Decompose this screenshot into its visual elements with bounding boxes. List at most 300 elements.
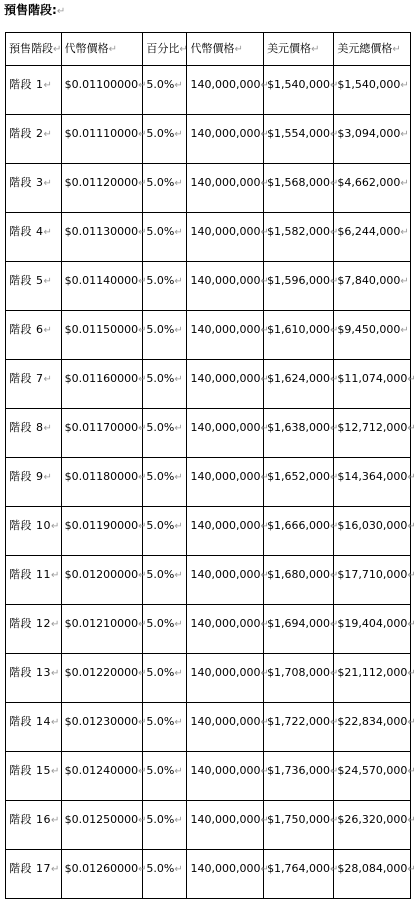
cell-usd-total-text: $6,244,000 bbox=[337, 225, 401, 238]
paragraph-mark-icon: ↵ bbox=[407, 570, 416, 581]
cell-stage-text: 階段 10 bbox=[9, 519, 51, 532]
cell-token-price bbox=[61, 115, 147, 164]
paragraph-mark-icon: ↵ bbox=[407, 717, 416, 728]
cell-percentage bbox=[143, 360, 187, 409]
cell-token-price bbox=[61, 66, 147, 115]
cell-usd-price bbox=[264, 213, 339, 262]
table-row bbox=[6, 262, 411, 311]
cell-usd-total-text: $26,320,000 bbox=[337, 813, 408, 826]
paragraph-mark-icon: ↵ bbox=[407, 864, 416, 875]
cell-token-amount bbox=[187, 262, 269, 311]
cell-usd-total-text: $21,112,000 bbox=[337, 666, 408, 679]
cell-stage bbox=[6, 262, 62, 311]
cell-percentage-text: 5.0% bbox=[146, 225, 175, 238]
cell-token-price-text: $0.01230000 bbox=[64, 715, 139, 728]
paragraph-mark-icon: ↵ bbox=[260, 472, 269, 483]
cell-stage-text: 階段 14 bbox=[9, 715, 51, 728]
cell-percentage bbox=[143, 164, 187, 213]
cell-usd-price bbox=[264, 556, 339, 605]
cell-usd-price-text: $1,582,000 bbox=[267, 225, 331, 238]
cell-stage bbox=[6, 752, 62, 801]
cell-percentage-text: 5.0% bbox=[146, 421, 175, 434]
cell-stage bbox=[6, 360, 62, 409]
cell-usd-price bbox=[264, 850, 339, 899]
cell-stage bbox=[6, 703, 62, 752]
cell-stage bbox=[6, 164, 62, 213]
cell-usd-price bbox=[264, 262, 339, 311]
paragraph-mark-icon: ↵ bbox=[260, 668, 269, 679]
paragraph-mark-icon: ↵ bbox=[330, 766, 339, 777]
cell-token-amount-text: 140,000,000 bbox=[190, 176, 261, 189]
cell-usd-price-text: $1,540,000 bbox=[267, 78, 331, 91]
table-header-row bbox=[6, 33, 411, 66]
paragraph-mark-icon: ↵ bbox=[330, 276, 339, 287]
cell-stage bbox=[6, 409, 62, 458]
cell-stage bbox=[6, 311, 62, 360]
cell-percentage bbox=[143, 752, 187, 801]
paragraph-mark-icon: ↵ bbox=[260, 619, 269, 630]
cell-usd-total bbox=[334, 605, 416, 654]
cell-token-price-text: $0.01190000 bbox=[64, 519, 139, 532]
header-usd-price-text: 美元價格 bbox=[267, 42, 312, 55]
paragraph-mark-icon: ↵ bbox=[53, 44, 62, 55]
cell-token-amount bbox=[187, 605, 269, 654]
paragraph-mark-icon: ↵ bbox=[407, 521, 416, 532]
cell-usd-total bbox=[334, 311, 411, 360]
paragraph-mark-icon: ↵ bbox=[51, 717, 60, 728]
cell-percentage-text: 5.0% bbox=[146, 715, 175, 728]
cell-percentage bbox=[143, 703, 187, 752]
cell-stage bbox=[6, 801, 62, 850]
cell-usd-price bbox=[264, 752, 339, 801]
cell-token-amount bbox=[187, 213, 269, 262]
cell-usd-total bbox=[334, 66, 411, 115]
paragraph-mark-icon: ↵ bbox=[51, 815, 60, 826]
cell-stage-text: 階段 1 bbox=[9, 78, 44, 91]
cell-stage-text: 階段 2 bbox=[9, 127, 44, 140]
paragraph-mark-icon: ↵ bbox=[43, 374, 53, 385]
cell-percentage bbox=[143, 66, 187, 115]
table-row bbox=[6, 801, 411, 850]
cell-usd-price bbox=[264, 801, 339, 850]
cell-usd-total bbox=[334, 213, 411, 262]
paragraph-mark-icon: ↵ bbox=[174, 815, 183, 826]
paragraph-mark-icon: ↵ bbox=[43, 276, 53, 287]
cell-stage-text: 階段 15 bbox=[9, 764, 51, 777]
cell-usd-total-text: $19,404,000 bbox=[337, 617, 408, 630]
paragraph-mark-icon: ↵ bbox=[138, 521, 147, 532]
cell-stage-text: 階段 6 bbox=[9, 323, 44, 336]
paragraph-mark-icon: ↵ bbox=[234, 44, 243, 55]
paragraph-mark-icon: ↵ bbox=[138, 80, 147, 91]
cell-percentage bbox=[143, 556, 187, 605]
paragraph-mark-icon: ↵ bbox=[330, 717, 339, 728]
paragraph-mark-icon: ↵ bbox=[138, 276, 147, 287]
cell-percentage bbox=[143, 458, 187, 507]
cell-usd-total-text: $7,840,000 bbox=[337, 274, 401, 287]
header-percentage-text: 百分比 bbox=[146, 42, 180, 55]
paragraph-mark-icon: ↵ bbox=[43, 472, 53, 483]
cell-percentage bbox=[143, 605, 187, 654]
cell-token-amount-text: 140,000,000 bbox=[190, 372, 261, 385]
cell-percentage-text: 5.0% bbox=[146, 519, 175, 532]
paragraph-mark-icon: ↵ bbox=[138, 178, 147, 189]
paragraph-mark-icon: ↵ bbox=[138, 325, 147, 336]
cell-token-price-text: $0.01200000 bbox=[64, 568, 139, 581]
paragraph-mark-icon: ↵ bbox=[174, 717, 183, 728]
table-row bbox=[6, 850, 411, 899]
paragraph-mark-icon: ↵ bbox=[138, 570, 147, 581]
cell-stage-text: 階段 7 bbox=[9, 372, 44, 385]
paragraph-mark-icon: ↵ bbox=[407, 374, 416, 385]
paragraph-mark-icon: ↵ bbox=[260, 521, 269, 532]
presale-stages-table bbox=[5, 32, 416, 899]
cell-token-amount bbox=[187, 458, 269, 507]
cell-token-amount bbox=[187, 556, 269, 605]
cell-stage bbox=[6, 213, 62, 262]
cell-stage bbox=[6, 458, 62, 507]
table-row bbox=[6, 556, 411, 605]
cell-token-price bbox=[61, 556, 147, 605]
paragraph-mark-icon: ↵ bbox=[400, 129, 409, 140]
cell-stage bbox=[6, 66, 62, 115]
cell-token-amount-text: 140,000,000 bbox=[190, 715, 261, 728]
cell-usd-total bbox=[334, 507, 416, 556]
paragraph-mark-icon: ↵ bbox=[174, 472, 183, 483]
cell-token-amount-text: 140,000,000 bbox=[190, 421, 261, 434]
paragraph-mark-icon: ↵ bbox=[260, 276, 269, 287]
cell-stage bbox=[6, 605, 62, 654]
paragraph-mark-icon: ↵ bbox=[400, 80, 409, 91]
paragraph-mark-icon: ↵ bbox=[43, 129, 53, 140]
cell-usd-total bbox=[334, 262, 411, 311]
paragraph-mark-icon: ↵ bbox=[260, 423, 269, 434]
paragraph-mark-icon: ↵ bbox=[330, 423, 339, 434]
cell-usd-total bbox=[334, 752, 416, 801]
cell-usd-total-text: $22,834,000 bbox=[337, 715, 408, 728]
cell-percentage-text: 5.0% bbox=[146, 862, 175, 875]
cell-token-amount-text: 140,000,000 bbox=[190, 470, 261, 483]
paragraph-mark-icon: ↵ bbox=[138, 472, 147, 483]
cell-stage bbox=[6, 556, 62, 605]
paragraph-mark-icon: ↵ bbox=[138, 668, 147, 679]
table-row bbox=[6, 752, 411, 801]
cell-usd-price-text: $1,610,000 bbox=[267, 323, 331, 336]
paragraph-mark-icon: ↵ bbox=[400, 178, 409, 189]
paragraph-mark-icon: ↵ bbox=[51, 570, 60, 581]
cell-stage bbox=[6, 507, 62, 556]
cell-token-amount-text: 140,000,000 bbox=[190, 568, 261, 581]
paragraph-mark-icon: ↵ bbox=[174, 374, 183, 385]
cell-percentage-text: 5.0% bbox=[146, 176, 175, 189]
cell-usd-total bbox=[334, 360, 416, 409]
cell-percentage bbox=[143, 311, 187, 360]
cell-usd-total-text: $1,540,000 bbox=[337, 78, 401, 91]
cell-usd-price-text: $1,764,000 bbox=[267, 862, 331, 875]
cell-usd-total bbox=[334, 164, 411, 213]
cell-usd-total-text: $24,570,000 bbox=[337, 764, 408, 777]
cell-token-amount bbox=[187, 850, 269, 899]
paragraph-mark-icon: ↵ bbox=[330, 129, 339, 140]
cell-percentage-text: 5.0% bbox=[146, 568, 175, 581]
paragraph-mark-icon: ↵ bbox=[330, 472, 339, 483]
paragraph-mark-icon: ↵ bbox=[138, 619, 147, 630]
cell-usd-price-text: $1,638,000 bbox=[267, 421, 331, 434]
cell-percentage-text: 5.0% bbox=[146, 78, 175, 91]
cell-token-price-text: $0.01210000 bbox=[64, 617, 139, 630]
paragraph-mark-icon: ↵ bbox=[174, 325, 183, 336]
paragraph-mark-icon: ↵ bbox=[51, 619, 60, 630]
cell-token-amount-text: 140,000,000 bbox=[190, 225, 261, 238]
cell-usd-price bbox=[264, 360, 339, 409]
cell-token-amount bbox=[187, 409, 269, 458]
paragraph-mark-icon: ↵ bbox=[174, 521, 183, 532]
cell-percentage-text: 5.0% bbox=[146, 127, 175, 140]
cell-token-amount-text: 140,000,000 bbox=[190, 274, 261, 287]
cell-stage-text: 階段 9 bbox=[9, 470, 44, 483]
paragraph-mark-icon: ↵ bbox=[260, 766, 269, 777]
paragraph-mark-icon: ↵ bbox=[174, 129, 183, 140]
header-token-amount bbox=[187, 33, 264, 66]
header-presale-stage bbox=[6, 33, 62, 66]
cell-token-price bbox=[61, 801, 147, 850]
cell-usd-price-text: $1,652,000 bbox=[267, 470, 331, 483]
paragraph-mark-icon: ↵ bbox=[311, 44, 320, 55]
paragraph-mark-icon: ↵ bbox=[330, 815, 339, 826]
cell-percentage bbox=[143, 213, 187, 262]
paragraph-mark-icon: ↵ bbox=[43, 227, 53, 238]
cell-token-amount bbox=[187, 115, 269, 164]
table-row bbox=[6, 703, 411, 752]
header-usd-total-text: 美元總價格 bbox=[337, 42, 393, 55]
paragraph-mark-icon: ↵ bbox=[43, 423, 53, 434]
header-percentage bbox=[143, 33, 187, 66]
cell-usd-price bbox=[264, 703, 339, 752]
cell-token-price bbox=[61, 164, 147, 213]
cell-token-price bbox=[61, 507, 147, 556]
paragraph-mark-icon: ↵ bbox=[407, 472, 416, 483]
paragraph-mark-icon: ↵ bbox=[138, 815, 147, 826]
table-row bbox=[6, 654, 411, 703]
cell-percentage-text: 5.0% bbox=[146, 813, 175, 826]
cell-token-price bbox=[61, 213, 147, 262]
paragraph-mark-icon: ↵ bbox=[51, 521, 60, 532]
cell-stage bbox=[6, 654, 62, 703]
cell-percentage-text: 5.0% bbox=[146, 372, 175, 385]
cell-usd-total bbox=[334, 409, 416, 458]
cell-token-price bbox=[61, 850, 147, 899]
cell-usd-price-text: $1,694,000 bbox=[267, 617, 331, 630]
cell-usd-price bbox=[264, 311, 339, 360]
paragraph-mark-icon: ↵ bbox=[260, 129, 269, 140]
cell-usd-total-text: $14,364,000 bbox=[337, 470, 408, 483]
cell-percentage bbox=[143, 801, 187, 850]
paragraph-mark-icon: ↵ bbox=[174, 227, 183, 238]
cell-usd-total-text: $3,094,000 bbox=[337, 127, 401, 140]
cell-token-price-text: $0.01250000 bbox=[64, 813, 139, 826]
cell-usd-price bbox=[264, 458, 339, 507]
cell-percentage bbox=[143, 115, 187, 164]
cell-token-price-text: $0.01130000 bbox=[64, 225, 139, 238]
paragraph-mark-icon: ↵ bbox=[400, 276, 409, 287]
cell-percentage-text: 5.0% bbox=[146, 323, 175, 336]
cell-usd-total-text: $9,450,000 bbox=[337, 323, 401, 336]
cell-token-price bbox=[61, 605, 147, 654]
paragraph-mark-icon: ↵ bbox=[330, 521, 339, 532]
paragraph-mark-icon: ↵ bbox=[330, 668, 339, 679]
header-token-amount-text: 代幣價格 bbox=[190, 42, 235, 55]
cell-stage-text: 階段 3 bbox=[9, 176, 44, 189]
paragraph-mark-icon: ↵ bbox=[260, 374, 269, 385]
cell-percentage-text: 5.0% bbox=[146, 470, 175, 483]
paragraph-mark-icon: ↵ bbox=[43, 80, 53, 91]
paragraph-mark-icon: ↵ bbox=[174, 668, 183, 679]
cell-token-amount-text: 140,000,000 bbox=[190, 617, 261, 630]
cell-stage-text: 階段 13 bbox=[9, 666, 51, 679]
cell-token-amount bbox=[187, 360, 269, 409]
paragraph-mark-icon: ↵ bbox=[400, 227, 409, 238]
cell-token-price-text: $0.01150000 bbox=[64, 323, 139, 336]
paragraph-mark-icon: ↵ bbox=[174, 766, 183, 777]
cell-usd-price bbox=[264, 654, 339, 703]
cell-usd-total-text: $12,712,000 bbox=[337, 421, 408, 434]
cell-usd-price-text: $1,624,000 bbox=[267, 372, 331, 385]
cell-token-amount bbox=[187, 752, 269, 801]
paragraph-mark-icon: ↵ bbox=[330, 374, 339, 385]
paragraph-mark-icon: ↵ bbox=[51, 766, 60, 777]
cell-token-amount-text: 140,000,000 bbox=[190, 78, 261, 91]
paragraph-mark-icon: ↵ bbox=[407, 619, 416, 630]
cell-token-amount bbox=[187, 311, 269, 360]
paragraph-mark-icon: ↵ bbox=[138, 423, 147, 434]
paragraph-mark-icon: ↵ bbox=[260, 227, 269, 238]
cell-usd-price bbox=[264, 605, 339, 654]
cell-usd-total bbox=[334, 850, 416, 899]
cell-percentage-text: 5.0% bbox=[146, 666, 175, 679]
cell-usd-total-text: $11,074,000 bbox=[337, 372, 408, 385]
table-row bbox=[6, 164, 411, 213]
paragraph-mark-icon: ↵ bbox=[138, 227, 147, 238]
paragraph-mark-icon: ↵ bbox=[138, 766, 147, 777]
cell-percentage bbox=[143, 850, 187, 899]
cell-usd-price-text: $1,666,000 bbox=[267, 519, 331, 532]
paragraph-mark-icon: ↵ bbox=[174, 570, 183, 581]
paragraph-mark-icon: ↵ bbox=[56, 6, 66, 17]
cell-usd-total bbox=[334, 556, 416, 605]
cell-token-price bbox=[61, 654, 147, 703]
cell-token-amount-text: 140,000,000 bbox=[190, 764, 261, 777]
cell-stage-text: 階段 11 bbox=[9, 568, 51, 581]
header-presale-stage-text: 預售階段 bbox=[9, 42, 53, 55]
paragraph-mark-icon: ↵ bbox=[330, 80, 339, 91]
paragraph-mark-icon: ↵ bbox=[260, 570, 269, 581]
table-row bbox=[6, 66, 411, 115]
paragraph-mark-icon: ↵ bbox=[407, 423, 416, 434]
paragraph-mark-icon: ↵ bbox=[174, 619, 183, 630]
cell-percentage bbox=[143, 654, 187, 703]
paragraph-mark-icon: ↵ bbox=[330, 864, 339, 875]
cell-percentage bbox=[143, 409, 187, 458]
cell-percentage bbox=[143, 262, 187, 311]
cell-token-amount bbox=[187, 654, 269, 703]
header-token-price bbox=[61, 33, 143, 66]
paragraph-mark-icon: ↵ bbox=[108, 44, 117, 55]
table-row bbox=[6, 458, 411, 507]
cell-percentage-text: 5.0% bbox=[146, 617, 175, 630]
cell-usd-price bbox=[264, 507, 339, 556]
paragraph-mark-icon: ↵ bbox=[407, 668, 416, 679]
cell-token-amount-text: 140,000,000 bbox=[190, 862, 261, 875]
cell-token-price-text: $0.01220000 bbox=[64, 666, 139, 679]
cell-token-amount bbox=[187, 164, 269, 213]
cell-stage-text: 階段 8 bbox=[9, 421, 44, 434]
paragraph-mark-icon: ↵ bbox=[260, 325, 269, 336]
cell-usd-total-text: $17,710,000 bbox=[337, 568, 408, 581]
paragraph-mark-icon: ↵ bbox=[174, 276, 183, 287]
cell-token-price-text: $0.01180000 bbox=[64, 470, 139, 483]
paragraph-mark-icon: ↵ bbox=[138, 864, 147, 875]
paragraph-mark-icon: ↵ bbox=[43, 178, 53, 189]
heading-text: 預售階段: bbox=[4, 3, 57, 17]
cell-usd-total bbox=[334, 654, 416, 703]
cell-token-price bbox=[61, 409, 147, 458]
cell-usd-price bbox=[264, 115, 339, 164]
cell-token-price bbox=[61, 703, 147, 752]
paragraph-mark-icon: ↵ bbox=[330, 570, 339, 581]
cell-usd-price-text: $1,708,000 bbox=[267, 666, 331, 679]
table-row bbox=[6, 360, 411, 409]
cell-token-amount-text: 140,000,000 bbox=[190, 813, 261, 826]
paragraph-mark-icon: ↵ bbox=[407, 815, 416, 826]
cell-token-price bbox=[61, 360, 147, 409]
cell-usd-total bbox=[334, 458, 416, 507]
table-body bbox=[6, 33, 416, 899]
paragraph-mark-icon: ↵ bbox=[179, 44, 188, 55]
cell-token-amount bbox=[187, 703, 269, 752]
cell-stage-text: 階段 17 bbox=[9, 862, 51, 875]
table-row bbox=[6, 605, 411, 654]
cell-stage-text: 階段 4 bbox=[9, 225, 44, 238]
paragraph-mark-icon: ↵ bbox=[174, 423, 183, 434]
paragraph-mark-icon: ↵ bbox=[330, 619, 339, 630]
cell-usd-total bbox=[334, 703, 416, 752]
cell-stage-text: 階段 16 bbox=[9, 813, 51, 826]
cell-token-price bbox=[61, 752, 147, 801]
cell-usd-total-text: $16,030,000 bbox=[337, 519, 408, 532]
cell-token-amount-text: 140,000,000 bbox=[190, 519, 261, 532]
paragraph-mark-icon: ↵ bbox=[43, 325, 53, 336]
cell-token-price-text: $0.01140000 bbox=[64, 274, 139, 287]
cell-token-price bbox=[61, 458, 147, 507]
paragraph-mark-icon: ↵ bbox=[330, 178, 339, 189]
cell-token-price bbox=[61, 262, 147, 311]
table-row bbox=[6, 409, 411, 458]
cell-token-price-text: $0.01240000 bbox=[64, 764, 139, 777]
table-row bbox=[6, 507, 411, 556]
cell-token-amount-text: 140,000,000 bbox=[190, 666, 261, 679]
cell-stage bbox=[6, 115, 62, 164]
header-token-price-text: 代幣價格 bbox=[64, 42, 109, 55]
paragraph-mark-icon: ↵ bbox=[138, 717, 147, 728]
paragraph-mark-icon: ↵ bbox=[330, 325, 339, 336]
cell-stage-text: 階段 5 bbox=[9, 274, 44, 287]
paragraph-mark-icon: ↵ bbox=[51, 864, 60, 875]
cell-percentage-text: 5.0% bbox=[146, 764, 175, 777]
cell-usd-price-text: $1,596,000 bbox=[267, 274, 331, 287]
paragraph-mark-icon: ↵ bbox=[260, 178, 269, 189]
paragraph-mark-icon: ↵ bbox=[260, 864, 269, 875]
cell-token-price-text: $0.01260000 bbox=[64, 862, 139, 875]
